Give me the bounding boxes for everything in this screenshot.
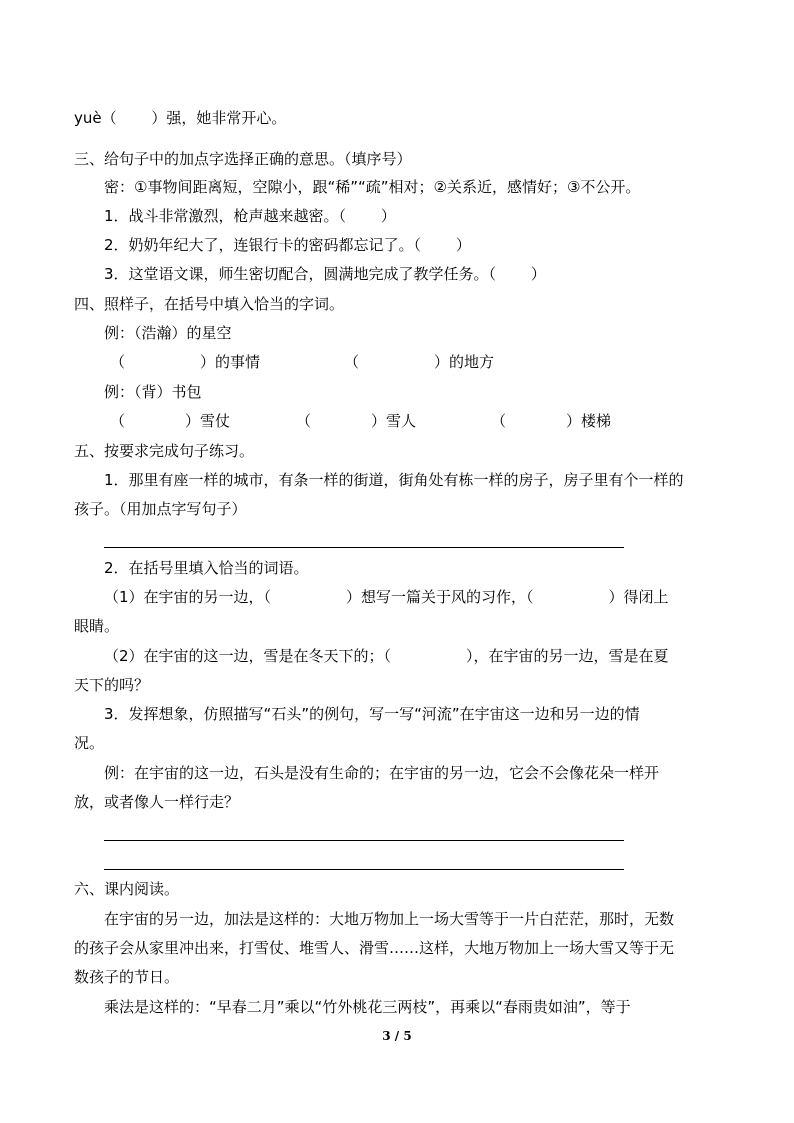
- fill-blank-xueren: （ ）雪人: [296, 412, 417, 430]
- section-5-heading: 五、按要求完成句子练习。: [74, 442, 255, 460]
- question-5-1-line-1: 1．那里有座一样的城市，有条一样的街道，街角处有栋一样的房子，房子里有个一样的: [104, 471, 684, 489]
- section-6-heading: 六、课内阅读。: [74, 880, 180, 898]
- definition-line: 密：①事物间距离短，空隙小，跟“稀”“疏”相对；②关系近，感情好；③不公开。: [104, 178, 641, 196]
- question-5-1-line-2: 孩子。（用加点字写句子）: [74, 500, 247, 518]
- question-5-2-1-line-1: （1）在宇宙的另一边，（ ）想写一篇关于风的习作，（ ）得闭上: [104, 588, 669, 606]
- reading-paragraph-1-line-2: 的孩子会从家里冲出来，打雪仗、堆雪人、滑雪……这样，大地万物加上一场大雪又等于无: [74, 939, 675, 957]
- question-5-2-1-line-2: 眼睛。: [74, 617, 120, 635]
- question-5-3-line-1: 3．发挥想象，仿照描写“石头”的例句，写一写“河流”在宇宙这一边和另一边的情: [104, 705, 640, 723]
- question-3-1: 1．战斗非常激烈，枪声越来越密。（ ）: [104, 207, 396, 225]
- question-5-3-line-2: 况。: [74, 734, 105, 752]
- answer-line: [104, 840, 624, 841]
- fill-blank-louti: （ ）楼梯: [491, 412, 612, 430]
- section-4-heading: 四、照样子，在括号中填入恰当的字词。: [74, 295, 345, 313]
- page-number: 3 / 5: [382, 1029, 412, 1043]
- question-5-2-2-line-1: （2）在宇宙的这一边，雪是在冬天下的；（ ），在宇宙的另一边，雪是在夏: [104, 647, 669, 665]
- answer-line: [104, 547, 624, 548]
- answer-line: [104, 869, 624, 870]
- example-line-2: 例：（背）书包: [104, 383, 202, 401]
- question-3-3: 3．这堂语文课，师生密切配合，圆满地完成了教学任务。（ ）: [104, 265, 546, 283]
- fill-blank-difang: （ ）的地方: [344, 353, 495, 371]
- reading-paragraph-2-line-1: 乘法是这样的：“早春二月”乘以“竹外桃花三两枝”，再乘以“春雨贵如油”，等于: [104, 998, 631, 1016]
- fill-blank-xuezhang: （ ）雪仗: [110, 412, 231, 430]
- section-3-heading: 三、给句子中的加点字选择正确的意思。（填序号）: [74, 150, 412, 168]
- reading-paragraph-1-line-3: 数孩子的节日。: [74, 968, 180, 986]
- question-3-2: 2．奶奶年纪大了，连银行卡的密码都忘记了。（ ）: [104, 236, 471, 254]
- fill-blank-shiqing: （ ）的事情: [110, 353, 261, 371]
- example-5-3-line-1: 例：在宇宙的这一边，石头是没有生命的；在宇宙的另一边，它会不会像花朵一样开: [104, 764, 660, 782]
- reading-paragraph-1-line-1: 在宇宙的另一边，加法是这样的：大地万物加上一场大雪等于一片白茫茫，那时，无数: [104, 910, 675, 928]
- example-5-3-line-2: 放，或者像人一样行走？: [74, 793, 240, 811]
- pinyin-fill-line: yuè（ ）强，她非常开心。: [74, 109, 287, 127]
- question-5-2: 2．在括号里填入恰当的词语。: [104, 559, 309, 577]
- question-5-2-2-line-2: 天下的吗？: [74, 676, 150, 694]
- example-line-1: 例：（浩瀚）的星空: [104, 324, 232, 342]
